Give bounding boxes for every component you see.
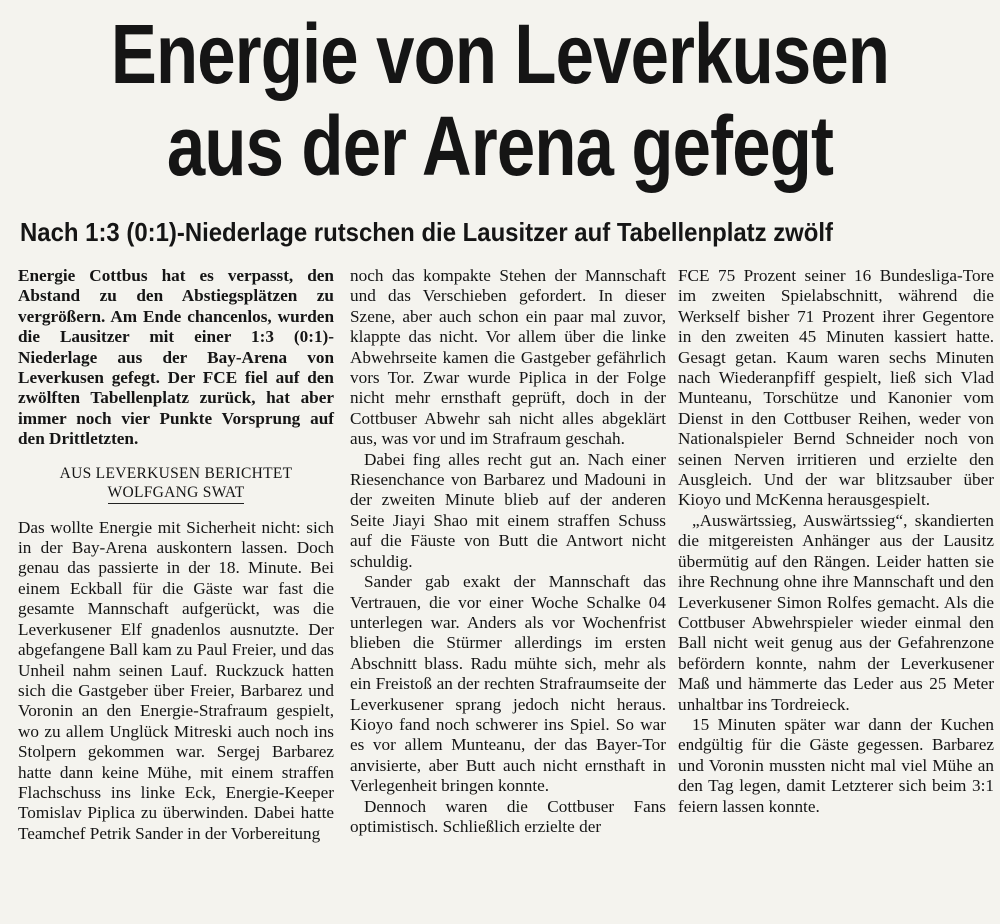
byline-location: AUS LEVERKUSEN BERICHTET xyxy=(59,464,293,482)
subheadline: Nach 1:3 (0:1)-Niederlage rutschen die Lausitzer auf Tabellenplatz zwölf xyxy=(20,217,834,247)
byline xyxy=(18,464,334,504)
paragraph: „Auswärtssieg, Auswärtssieg“, skandierten die mitgereisten Anhänger aus der Lausitz übermütig auf den Rängen. Leider hatten sie ihre Rechnung ohne ihre Mannschaft und den Leverkusener Simon Rolfes gemacht. Als die Cottbuser Abwehrspieler wieder einmal den Ball nicht weit genug aus der Gefahrenzone befördern konnte, nahm der Leverkusener Maß und hämmerte das Leder aus 25 Meter unhaltbar ins Tordreieck. xyxy=(678,510,994,714)
headline-line-1: Energie von Leverkusen xyxy=(110,7,890,101)
paragraph: Das wollte Energie mit Sicherheit nicht: sich in der Bay-Arena auskontern lassen. Doch genau das passierte in der 18. Minute. Bei einem Eckball für die Gäste war fast die gesamte Mannschaft aufgerückt, was die Leverkusener Elf gnadenlos ausnutzte. Der abgefangene Ball kam zu Paul Freier, und das Unheil nahm seinen Lauf. Ruckzuck hatten sich die Gastgeber über Freier, Barbarez und Voronin an den Energie-Strafraum gespielt, wo zu allem Unglück Mitreski auch noch ins Stolpern gekommen war. Sergej Barbarez hatte dann keine Mühe, mit einem straffen Flachschuss ins linke Eck, Energie-Keeper Tomislav Piplica zu überwinden. Dabei hatte Teamchef Petrik Sander in der Vorbereitung xyxy=(18,517,334,843)
headline xyxy=(97,0,904,192)
column-3 xyxy=(678,266,994,817)
paragraph: Sander gab exakt der Mannschaft das Vertrauen, die vor einer Woche Schalke 04 unterlegen war. Anders als vor Wochenfrist blieben die Stürmer allerdings im ersten Abschnitt blass. Radu mühte sich, mehr als ein Freistoß an der rechten Strafraumseite der Leverkusener sprang jedoch nicht heraus. Kioyo fand noch schwerer ins Spiel. So war es vor allem Munteanu, der das Bayer-Tor anvisierte, aber Butt auch nicht ernsthaft in Verlegenheit bringen konnte. xyxy=(350,572,666,796)
lead-paragraph: Energie Cottbus hat es verpasst, den Abstand zu den Abstiegsplätzen zu vergrößern. Am Ende chancenlos, wurden die Lausitzer mit einer 1:3 (0:1)-Niederlage aus der Bay-Arena von Leverkusen gefegt. Der FCE fiel auf den zwölften Tabellenplatz zurück, hat aber immer noch vier Punkte Vorsprung auf den Drittletzten. xyxy=(18,266,334,449)
headline-line-2: aus der Arena gefegt xyxy=(166,99,834,193)
byline-author: WOLFGANG SWAT xyxy=(108,483,245,504)
paragraph: FCE 75 Prozent seiner 16 Bundesliga-Tore im zweiten Spielabschnitt, während die Werkself bisher 71 Prozent ihrer Gegentore in den zweiten 45 Minuten kassiert hatte. Gesagt getan. Kaum waren sechs Minuten nach Wiederanpfiff gespielt, ließ sich Vlad Munteanu, Torschütze und Kanonier vom Dienst in den Cottbuser Reihen, weder von Nationalspieler Bernd Schneider noch von seinen Nerven irritieren und erzielte den Ausgleich. Und der war blitzsauber über Kioyo und McKenna herausgespielt. xyxy=(678,266,994,510)
paragraph: noch das kompakte Stehen der Mannschaft und das Verschieben gefordert. In dieser Szene, aber auch schon ein paar mal zuvor, klappte das nicht. Vor allem über die linke Abwehrseite kamen die Gastgeber gefährlich vors Tor. Zwar wurde Piplica in der Folge nicht mehr ernsthaft geprüft, doch in der Cottbuser Abwehr sah nicht alles abgeklärt aus, was vor und im Strafraum geschah. xyxy=(350,266,666,449)
column-1 xyxy=(18,266,334,844)
article-body xyxy=(18,266,994,916)
column-2 xyxy=(350,266,666,837)
paragraph: Dabei fing alles recht gut an. Nach einer Riesenchance von Barbarez und Madouni in der zweiten Minute blieb auf der anderen Seite Jiayi Shao mit einem straffen Schuss auf die Fäuste von Butt die Antwort nicht schuldig. xyxy=(350,449,666,571)
paragraph: Dennoch waren die Cottbuser Fans optimistisch. Schließlich erzielte der xyxy=(350,796,666,836)
paragraph: 15 Minuten später war dann der Kuchen endgültig für die Gäste gegessen. Barbarez und Voronin mussten nicht mal viel Mühe an den Tag legen, damit Letzterer sich beim 3:1 feiern lassen konnte. xyxy=(678,714,994,816)
